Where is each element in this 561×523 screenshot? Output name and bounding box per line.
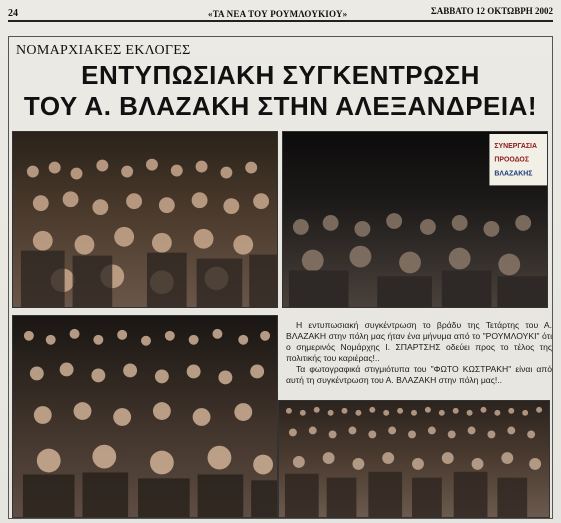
crowd-photo-top-right <box>282 131 548 308</box>
headline-line-2: ΤΟΥ Α. ΒΛΑΖΑΚΗ ΣΤΗΝ ΑΛΕΞΑΝΔΡΕΙΑ! <box>23 91 538 121</box>
banner-text-3: ΒΛΑΖΑΚΗΣ <box>494 170 533 178</box>
crowd-photo-bottom-right <box>278 400 550 518</box>
page-header <box>8 6 553 20</box>
crowd-photo-top-left <box>12 131 278 308</box>
issue-date: ΣΑΒΒΑΤΟ 12 ΟΚΤΩΒΡΗ 2002 <box>430 6 553 16</box>
caption-paragraph-2: Τα φωτογραφικά στιγμιότυπα του "ΦΩΤΟ ΚΩΣΤΡΑΚΗ" είναι από αυτή τη συγκέντρωση του Α. ΒΛΑΖΑΚΗ στην πόλη μας!.. <box>286 364 552 385</box>
masthead: «ΤΑ ΝΕΑ ΤΟΥ ΡΟΥΜΛΟΥΚΙΟΥ» <box>208 9 348 19</box>
article-caption <box>286 320 552 386</box>
banner-text-1: ΣΥΝΕΡΓΑΣΙΑ <box>494 142 537 150</box>
header-rule <box>8 20 553 22</box>
headline-line-1: ΕΝΤΥΠΩΣΙΑΚΗ ΣΥΓΚΕΝΤΡΩΣΗ <box>81 60 480 90</box>
caption-paragraph-1: Η εντυπωσιακή συγκέντρωση το βράδυ της Τετάρτης του Α. ΒΛΑΖΑΚΗ στην πόλη μας ήταν ένα μήνυμα από το "ΡΟΥΜΛΟΥΚΙ" ότι ο σημερινός Νομάρχης Ι. ΣΠΑΡΤΣΗΣ οδεύει προς το τέλος της πολιτικής του καριέρας!.. <box>286 320 552 363</box>
page-number: 24 <box>8 8 18 19</box>
banner-text-2: ΠΡΟΟΔΟΣ <box>494 156 529 164</box>
article-kicker: ΝΟΜΑΡΧΙΑΚΕΣ ΕΚΛΟΓΕΣ <box>16 43 191 58</box>
crowd-photo-bottom-left <box>12 315 278 518</box>
